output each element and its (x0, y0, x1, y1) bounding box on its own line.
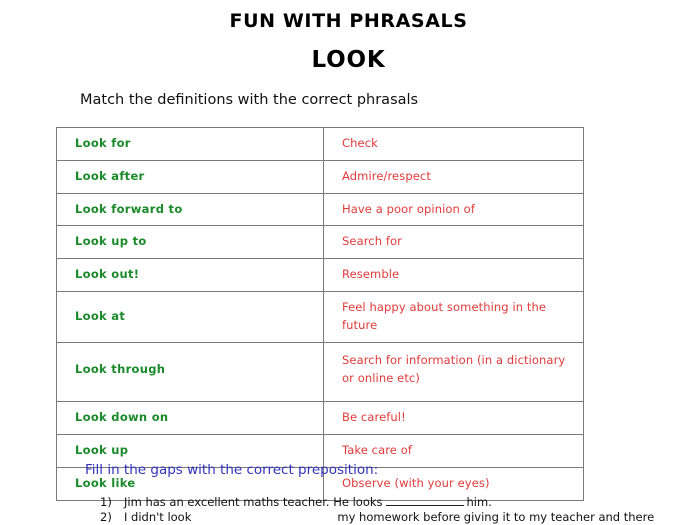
definition-cell (324, 402, 584, 435)
phrasal-text: Look like (75, 475, 136, 490)
list-item-text-before: I didn't look (124, 510, 192, 525)
definition-text: Observe (with your eyes) (342, 475, 490, 490)
table-row (57, 226, 584, 259)
definition-text: Have a poor opinion of (342, 201, 475, 216)
table-row (57, 292, 584, 343)
definition-text: Be careful! (342, 410, 406, 425)
definition-cell (324, 160, 584, 193)
list-item (100, 494, 690, 510)
page-title: FUN WITH PHRASALS (229, 10, 468, 32)
list-item-text-after: my homework before giving it to my teacher and there (337, 510, 655, 525)
phrasal-text: Look up (75, 443, 129, 458)
list-item-text-before: Jim has an excellent maths teacher. He looks (124, 494, 383, 509)
definition-text: Check (342, 136, 378, 150)
phrasal-cell (57, 160, 324, 193)
definition-cell (324, 292, 584, 343)
definition-cell (324, 128, 584, 161)
table-row (57, 342, 584, 402)
phrasal-cell (57, 128, 324, 161)
definition-text: Search for (342, 234, 402, 249)
definition-text: Admire/respect (342, 168, 431, 183)
phrasal-cell (57, 193, 324, 226)
list-item-text-after: him. (466, 494, 492, 509)
definition-text: Feel happy about something in the future (342, 300, 547, 332)
gap-blank[interactable] (194, 510, 334, 521)
matching-instruction: Match the definitions with the correct phrasals (80, 92, 419, 109)
gap-blank[interactable] (386, 494, 464, 506)
list-item-number: 1) (100, 494, 112, 509)
phrasal-text: Look out! (75, 267, 140, 282)
phrasal-cell (57, 292, 324, 343)
phrasal-text: Look through (75, 361, 166, 376)
gapfill-heading: Fill in the gaps with the correct preposition: (85, 462, 379, 478)
phrasal-text: Look at (75, 308, 126, 323)
phrasal-cell (57, 259, 324, 292)
table-row (57, 193, 584, 226)
definition-text: Take care of (342, 443, 413, 458)
phrasal-text: Look after (75, 168, 145, 183)
definition-cell (324, 226, 584, 259)
definition-cell (324, 193, 584, 226)
table-row (57, 402, 584, 435)
table-row (57, 259, 584, 292)
phrasal-cell (57, 226, 324, 259)
page-subtitle: LOOK (311, 46, 386, 73)
gapfill-list (100, 494, 690, 525)
phrasal-text: Look for (75, 136, 131, 150)
table-row (57, 160, 584, 193)
phrasal-text: Look down on (75, 410, 169, 425)
definition-text: Resemble (342, 267, 400, 282)
definition-cell (324, 259, 584, 292)
definition-cell (324, 342, 584, 402)
table-row (57, 128, 584, 161)
phrasal-text: Look up to (75, 234, 147, 249)
matching-table-body (57, 128, 584, 501)
phrasal-cell (57, 342, 324, 402)
matching-table (56, 127, 584, 501)
list-item-number: 2) (100, 510, 112, 525)
phrasal-cell (57, 402, 324, 435)
definition-text: Search for information (in a dictionary or online etc) (342, 352, 566, 385)
phrasal-text: Look forward to (75, 201, 183, 216)
